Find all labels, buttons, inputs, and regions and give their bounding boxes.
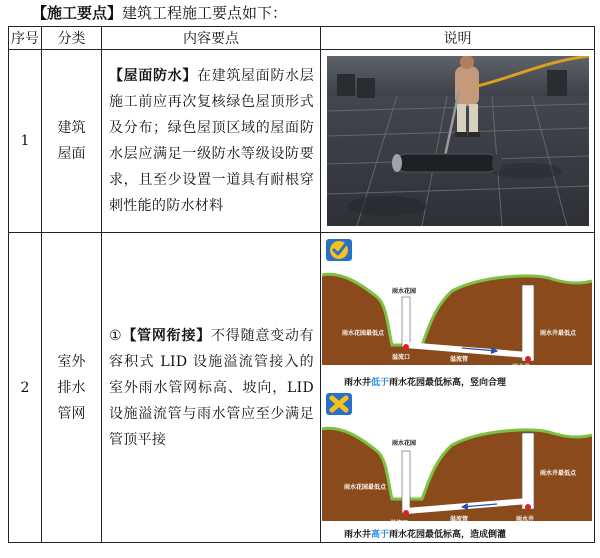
- overflow-label: 溢流口: [391, 353, 410, 361]
- well-low-label: 雨水井最低点: [539, 329, 576, 337]
- well-low-label: 雨水井最低点: [539, 469, 576, 477]
- diagram-wrong: [322, 393, 592, 540]
- garden-low-label: 雨水花园最低点: [343, 483, 386, 491]
- header-category: 分类: [42, 27, 102, 50]
- garden-label: 雨水花园: [391, 439, 416, 447]
- diagram-correct: [322, 239, 592, 388]
- row-category: 室外排水管网: [42, 233, 102, 543]
- content-text: 在建筑屋面防水层施工前应再次复核绿色屋顶形式及分布；绿色屋顶区域的屋面防水层应满足一级防水等级设防要求，且至少设置一道具有耐根穿刺性能的防水材料: [109, 68, 314, 214]
- garden-label: 雨水花园: [391, 287, 416, 295]
- overflow-label: 溢流口: [389, 519, 408, 527]
- check-icon: [326, 239, 352, 261]
- construction-points-table: [8, 26, 595, 543]
- heading-bracket-title: 【施工要点】: [32, 4, 123, 22]
- table-row: [9, 233, 595, 543]
- pipe-label: 溢流管: [449, 515, 468, 523]
- section-heading: [32, 4, 287, 22]
- content-text: 不得随意变动有容积式 LID 设施溢流管接入的室外雨水管网标高、坡向，LID 设施溢流管与雨水管应至少满足管顶平接: [109, 327, 314, 448]
- row-num: 1: [9, 50, 42, 233]
- header-illustration: 说明: [321, 27, 595, 50]
- well-label: 雨水井: [511, 363, 530, 371]
- header-num: 序号: [9, 27, 42, 50]
- heading-text: 建筑工程施工要点如下：: [122, 4, 288, 22]
- row-content: [102, 233, 321, 543]
- caption-correct: 雨水井低于雨水花园最低标高，竖向合理: [343, 377, 506, 388]
- content-prefix: ①: [109, 327, 123, 344]
- row-content: [102, 50, 321, 233]
- content-title: 【屋面防水】: [109, 68, 198, 84]
- cross-icon: [326, 393, 352, 415]
- table-row: [9, 50, 595, 233]
- table-header-row: [9, 27, 595, 50]
- drainage-diagrams: [321, 233, 595, 543]
- roof-waterproofing-photo: [321, 50, 595, 233]
- caption-wrong: 雨水井高于雨水花园最低标高，造成倒灌: [343, 529, 506, 540]
- garden-low-label: 雨水花园最低点: [341, 329, 384, 337]
- row-num: 2: [9, 233, 42, 543]
- pipe-label: 溢流管: [449, 355, 468, 363]
- row-category: 建筑屋面: [42, 50, 102, 233]
- header-content: 内容要点: [102, 27, 321, 50]
- content-title: 【管网衔接】: [122, 327, 212, 344]
- well-label: 雨水井: [515, 515, 534, 523]
